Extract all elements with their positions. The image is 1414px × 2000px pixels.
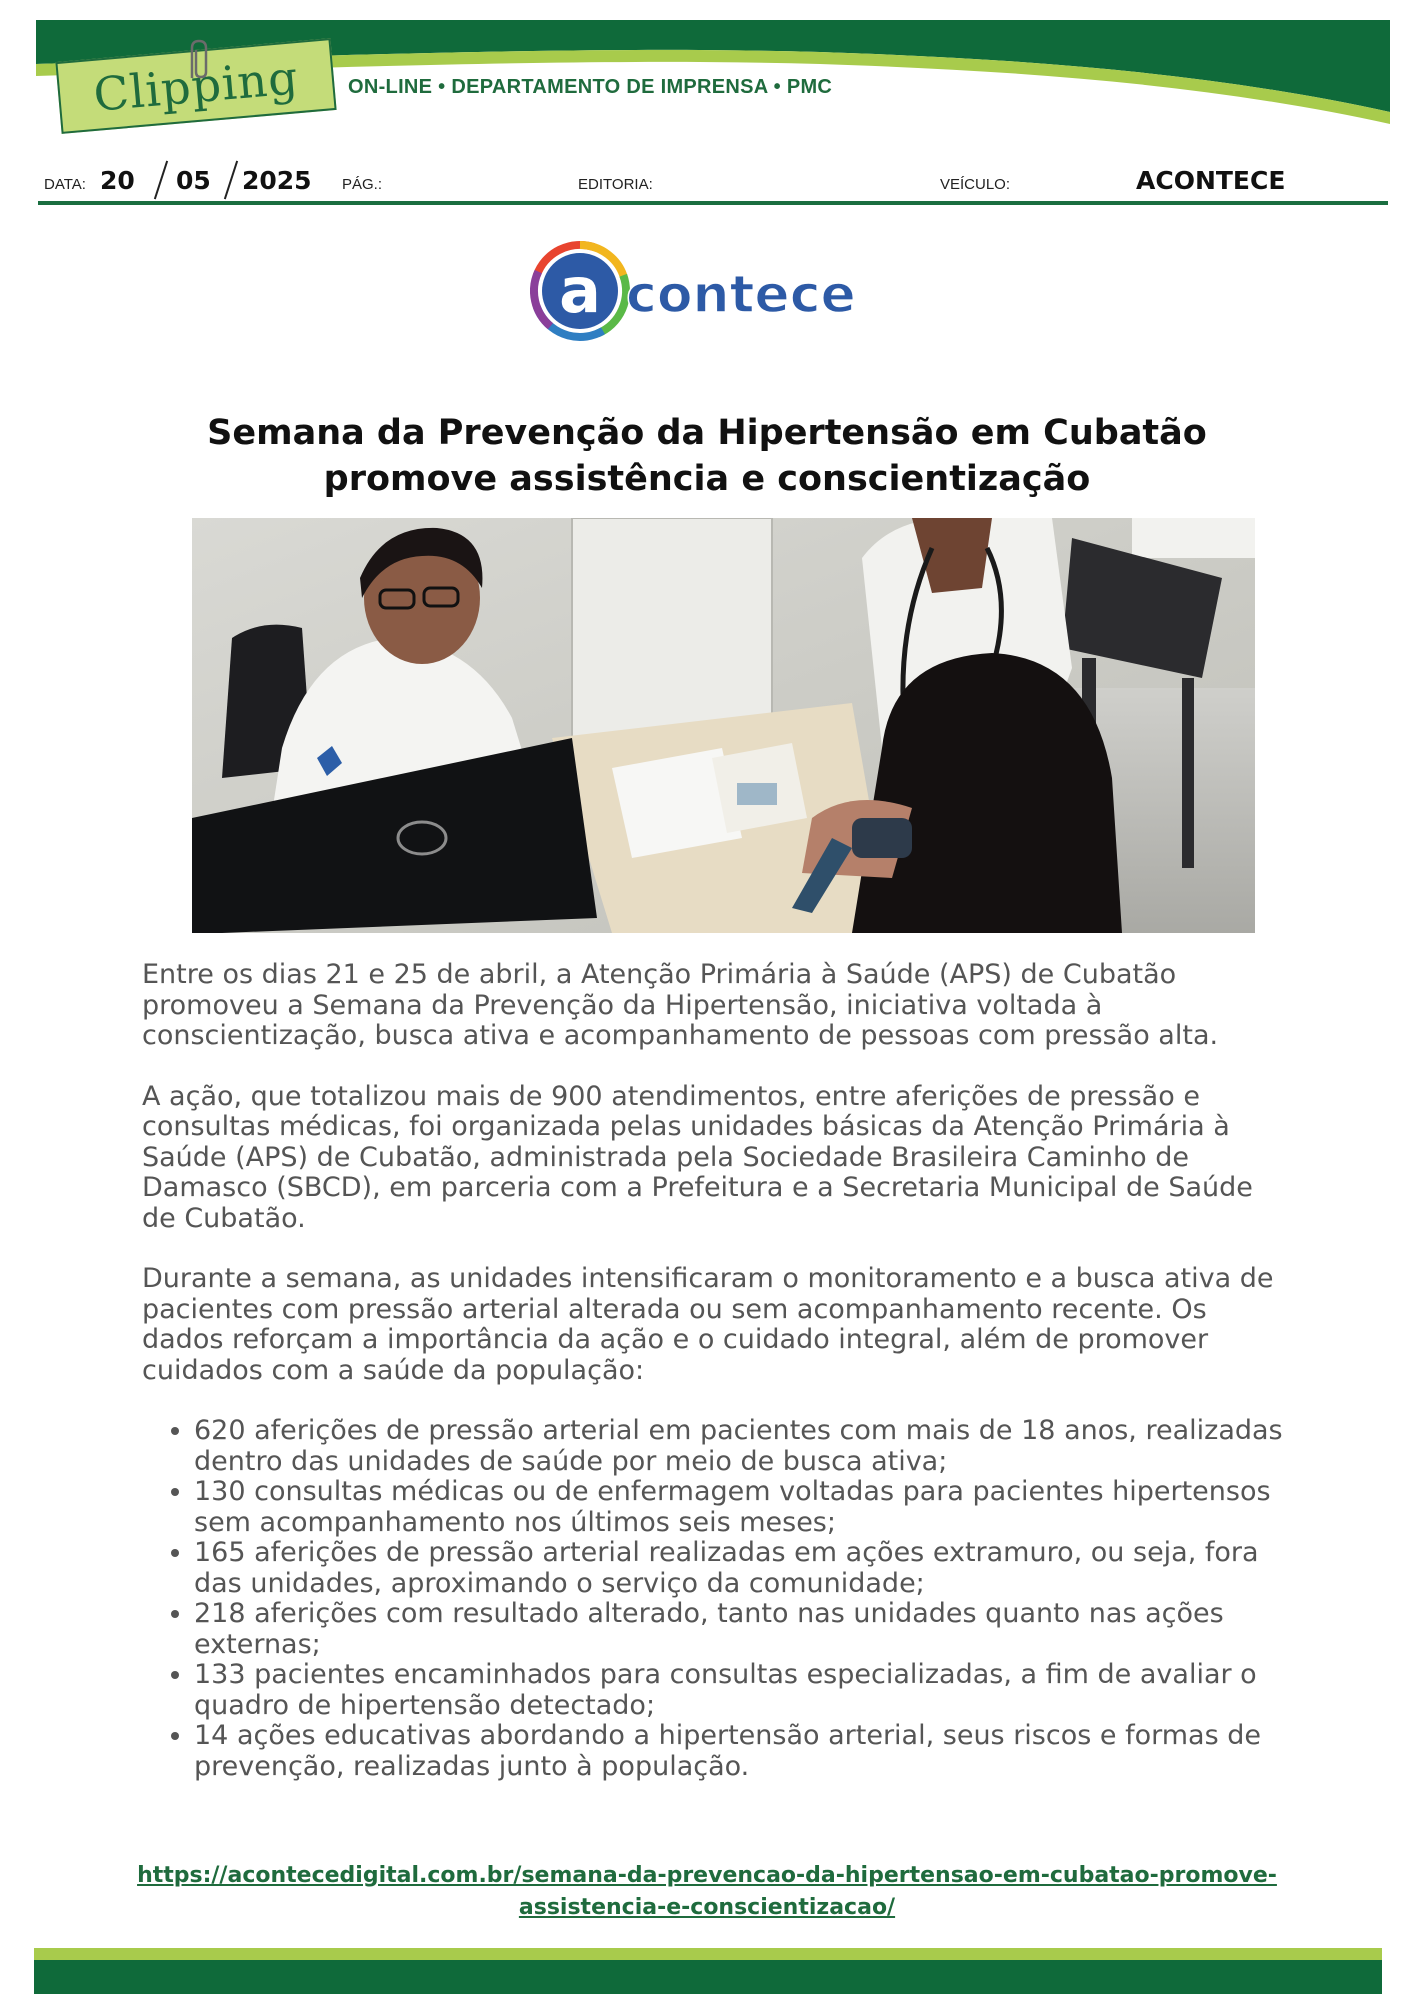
header-subtitle: ON-LINE • DEPARTAMENTO DE IMPRENSA • PMC <box>348 76 833 98</box>
article-title <box>150 410 1264 502</box>
paragraph: A ação, que totalizou mais de 900 atendimentos, entre aferições de pressão e consultas médicas, foi organizada pelas unidades básicas da Atenção Primária à Saúde (APS) de Cubatão, administrada pela Sociedade Brasileira Caminho de Damasco (SBCD), em parceria com a Prefeitura e a Secretaria Municipal de Saúde de Cubatão. <box>142 1080 1253 1234</box>
acontece-logo-mark <box>530 240 890 342</box>
stats-list <box>142 1416 1292 1782</box>
source-link-line-2[interactable]: assistencia-e-conscientizacao/ <box>518 1895 896 1920</box>
meta-divider <box>38 201 1388 205</box>
list-item: • 620 aferições de pressão arterial em pacientes com mais de 18 anos, realizadas dentro das unidades de saúde por meio de busca ativa; <box>194 1416 1292 1477</box>
article-photo <box>192 518 1255 933</box>
paragraph: Durante a semana, as unidades intensificaram o monitoramento e a busca ativa de pacientes com pressão arterial alterada ou sem acompanhamento recente. Os dados reforçam a importância da ação e o cuidado integral, além de promover cuidados com a saúde da população: <box>142 1263 1274 1386</box>
paperclip-icon <box>184 38 214 82</box>
logo-letter: a <box>559 254 601 327</box>
meta-row <box>38 160 1386 200</box>
list-item: • 133 pacientes encaminhados para consultas especializadas, a fim de avaliar o quadro de hipertensão detectado; <box>194 1660 1292 1721</box>
date-month: 05 <box>176 166 211 195</box>
list-item: • 14 ações educativas abordando a hipertensão arterial, seus riscos e formas de prevenção, realizadas junto à população. <box>194 1721 1292 1782</box>
date-year: 2025 <box>242 166 312 195</box>
source-link[interactable] <box>110 1860 1304 1924</box>
veiculo-value: ACONTECE <box>1136 166 1286 195</box>
footer-stripe-dark <box>34 1960 1382 1994</box>
source-link-line-1[interactable]: https://acontecedigital.com.br/semana-da-prevencao-da-hipertensao-em-cubatao-promove- <box>137 1863 1277 1888</box>
date-separator <box>154 161 168 200</box>
list-item: • 218 aferições com resultado alterado, tanto nas unidades quanto nas ações externas; <box>194 1599 1292 1660</box>
article-body <box>142 960 1292 1782</box>
data-label: DATA: <box>44 176 86 193</box>
editoria-label: EDITORIA: <box>578 176 653 193</box>
title-line-2: promove assistência e conscientização <box>323 459 1091 499</box>
clipping-text: Clipping <box>91 50 301 122</box>
acontece-logo <box>530 240 890 342</box>
pag-label: PÁG.: <box>342 176 383 193</box>
date-day: 20 <box>100 166 135 195</box>
list-item: • 165 aferições de pressão arterial realizadas em ações extramuro, ou seja, fora das unidades, aproximando o serviço da comunidade; <box>194 1538 1292 1599</box>
veiculo-label: VEÍCULO: <box>940 176 1011 193</box>
list-item: • 130 consultas médicas ou de enfermagem voltadas para pacientes hipertensos sem acompanhamento nos últimos seis meses; <box>194 1477 1292 1538</box>
date-separator <box>224 161 238 200</box>
paragraph: Entre os dias 21 e 25 de abril, a Atenção Primária à Saúde (APS) de Cubatão promoveu a Semana da Prevenção da Hipertensão, iniciativa voltada à conscientização, busca ativa e acompanhamento de pessoas com pressão alta. <box>142 959 1219 1051</box>
footer-stripe-light <box>34 1948 1382 1960</box>
title-line-1: Semana da Prevenção da Hipertensão em Cubatão <box>207 413 1207 453</box>
logo-wordmark: contece <box>626 265 856 325</box>
